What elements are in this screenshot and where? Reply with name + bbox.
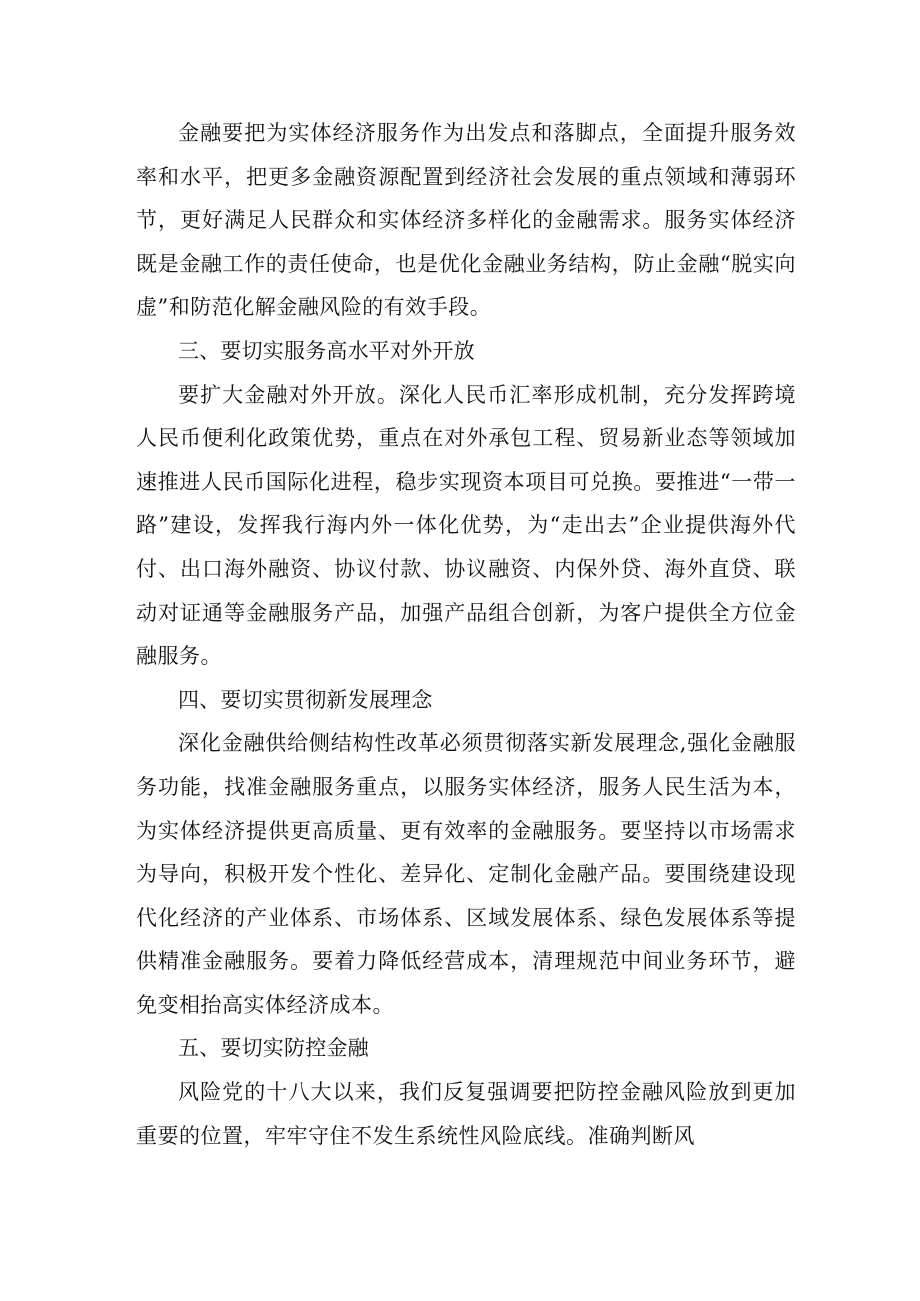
section-heading-5: 五、要切实防控金融: [178, 1036, 369, 1061]
paragraph-financial-service: 金融要把为实体经济服务作为出发点和落脚点，全面提升服务效率和水平，把更多金融资源配置到经济社会发展的重点领域和薄弱环节，更好满足人民群众和实体经济多样化的金融需求。服务实体经济既是金融工作的责任使命，也是优化金融业务结构，防止金融“脱实向虚”和防范化解金融风险的有效手段。: [136, 121, 796, 320]
document-body: [136, 112, 796, 1158]
paragraph-opening-up: 要扩大金融对外开放。深化人民币汇率形成机制，充分发挥跨境人民币便利化政策优势，重点在对外承包工程、贸易新业态等领域加速推进人民币国际化进程，稳步实现资本项目可兑换。要推进“一带一路”建设，发挥我行海内外一体化优势，为“走出去”企业提供海外代付、出口海外融资、协议付款、协议融资、内保外贷、海外直贷、联动对证通等金融服务产品，加强产品组合创新，为客户提供全方位金融服务。: [136, 382, 796, 669]
section-heading-4: 四、要切实贯彻新发展理念: [178, 687, 433, 712]
paragraph-new-development: 深化金融供给侧结构性改革必须贯彻落实新发展理念,强化金融服务功能，找准金融服务重点，以服务实体经济，服务人民生活为本，为实体经济提供更高质量、更有效率的金融服务。要坚持以市场需求为导向，积极开发个性化、差异化、定制化金融产品。要围绕建设现代化经济的产业体系、市场体系、区域发展体系、绿色发展体系等提供精准金融服务。要着力降低经营成本，清理规范中间业务环节，避免变相抬高实体经济成本。: [136, 731, 796, 1017]
section-heading-3: 三、要切实服务高水平对外开放: [178, 338, 475, 363]
paragraph-risk-control: 风险党的十八大以来，我们反复强调要把防控金融风险放到更加重要的位置，牢牢守住不发生系统性风险底线。准确判断风: [136, 1080, 796, 1148]
